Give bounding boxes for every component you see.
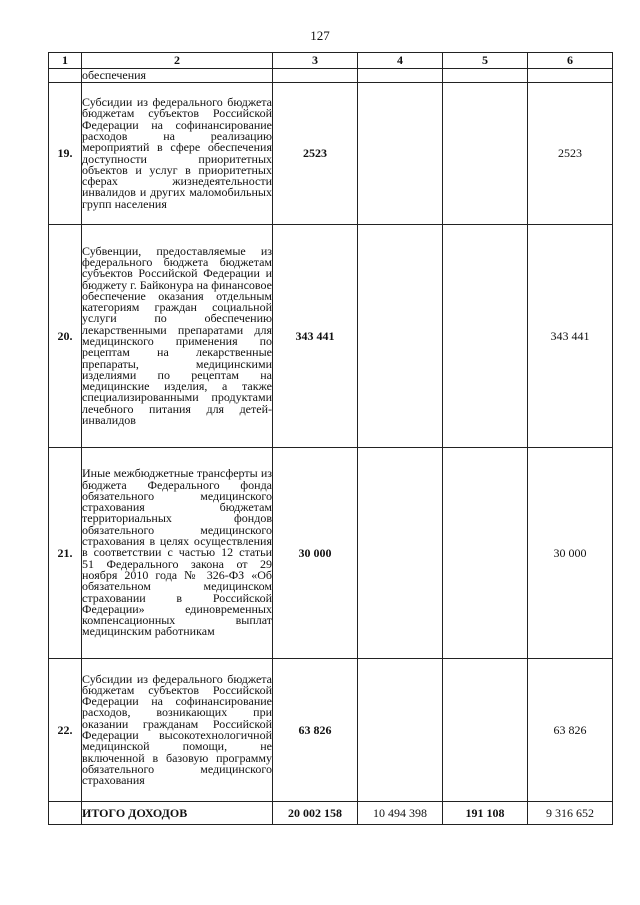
row-value-col5: [443, 659, 528, 802]
table-row: [49, 225, 613, 448]
row-value-col5: [443, 83, 528, 225]
column-header-6: 6: [528, 53, 613, 69]
row-value-col6: 2523: [528, 83, 613, 225]
total-row-number: [49, 802, 82, 825]
row-value-col3: [273, 69, 358, 83]
column-header-4: 4: [358, 53, 443, 69]
total-value-col4: 10 494 398: [358, 802, 443, 825]
row-value-col3: 2523: [273, 83, 358, 225]
total-row: [49, 802, 613, 825]
column-header-3: 3: [273, 53, 358, 69]
row-value-col6: [528, 69, 613, 83]
row-number: 20.: [49, 225, 82, 448]
row-description: Субвенции, предоставляемые из федерального бюджета бюджетам субъектов Российской Федерации и бюджету г. Байконура на финансовое обеспечение оказания отдельным категориям граждан социальной услуги по обеспечению лекарственными препаратами для медицинского применения по рецептам на лекарственные препараты, медицинскими изделиями по рецептам на медицинские изделия, а также специализированными продуктами лечебного питания для детей-инвалидов: [82, 225, 273, 448]
row-number: 19.: [49, 83, 82, 225]
row-value-col4: [358, 659, 443, 802]
row-value-col4: [358, 448, 443, 659]
row-number: 22.: [49, 659, 82, 802]
row-value-col4: [358, 225, 443, 448]
column-header-2: 2: [82, 53, 273, 69]
page-number: 127: [310, 28, 330, 43]
total-value-col5: 191 108: [443, 802, 528, 825]
row-value-col3: 63 826: [273, 659, 358, 802]
row-description: Иные межбюджетные трансферты из бюджета Федерального фонда обязательного медицинского страхования бюджетам территориальных фондов обязательного медицинского страхования в целях осуществления в соответствии с частью 12 статьи 51 Федерального закона от 29 ноября 2010 года № 326-ФЗ «Об обязательном медицинском страховании в Российской Федерации» единовременных компенсационных выплат медицинским работникам: [82, 448, 273, 659]
table-row: [49, 448, 613, 659]
column-header-1: 1: [49, 53, 82, 69]
row-value-col6: 343 441: [528, 225, 613, 448]
table-header-row: [49, 53, 613, 69]
row-value-col6: 30 000: [528, 448, 613, 659]
row-value-col4: [358, 83, 443, 225]
table-row: [49, 83, 613, 225]
row-value-col5: [443, 448, 528, 659]
row-description: Субсидии из федерального бюджета бюджетам субъектов Российской Федерации на софинансирование расходов, возникающих при оказании гражданам Российской Федерации высокотехнологичной медицинской помощи, не включенной в базовую программу обязательного медицинского страхования: [82, 659, 273, 802]
row-value-col3: 30 000: [273, 448, 358, 659]
column-header-5: 5: [443, 53, 528, 69]
row-description: Субсидии из федерального бюджета бюджетам субъектов Российской Федерации на софинансирование расходов на реализацию мероприятий в сфере обеспечения доступности приоритетных объектов и услуг в приоритетных сферах жизнедеятельности инвалидов и других маломобильных групп населения: [82, 83, 273, 225]
total-value-col6: 9 316 652: [528, 802, 613, 825]
row-number: [49, 69, 82, 83]
row-value-col4: [358, 69, 443, 83]
row-value-col3: 343 441: [273, 225, 358, 448]
budget-table: [48, 52, 613, 825]
row-value-col5: [443, 225, 528, 448]
row-number: 21.: [49, 448, 82, 659]
total-label: ИТОГО ДОХОДОВ: [82, 802, 273, 825]
total-value-col3: 20 002 158: [273, 802, 358, 825]
row-value-col5: [443, 69, 528, 83]
table-row: [49, 69, 613, 83]
row-value-col6: 63 826: [528, 659, 613, 802]
table-row: [49, 659, 613, 802]
row-description: обеспечения: [82, 69, 273, 83]
